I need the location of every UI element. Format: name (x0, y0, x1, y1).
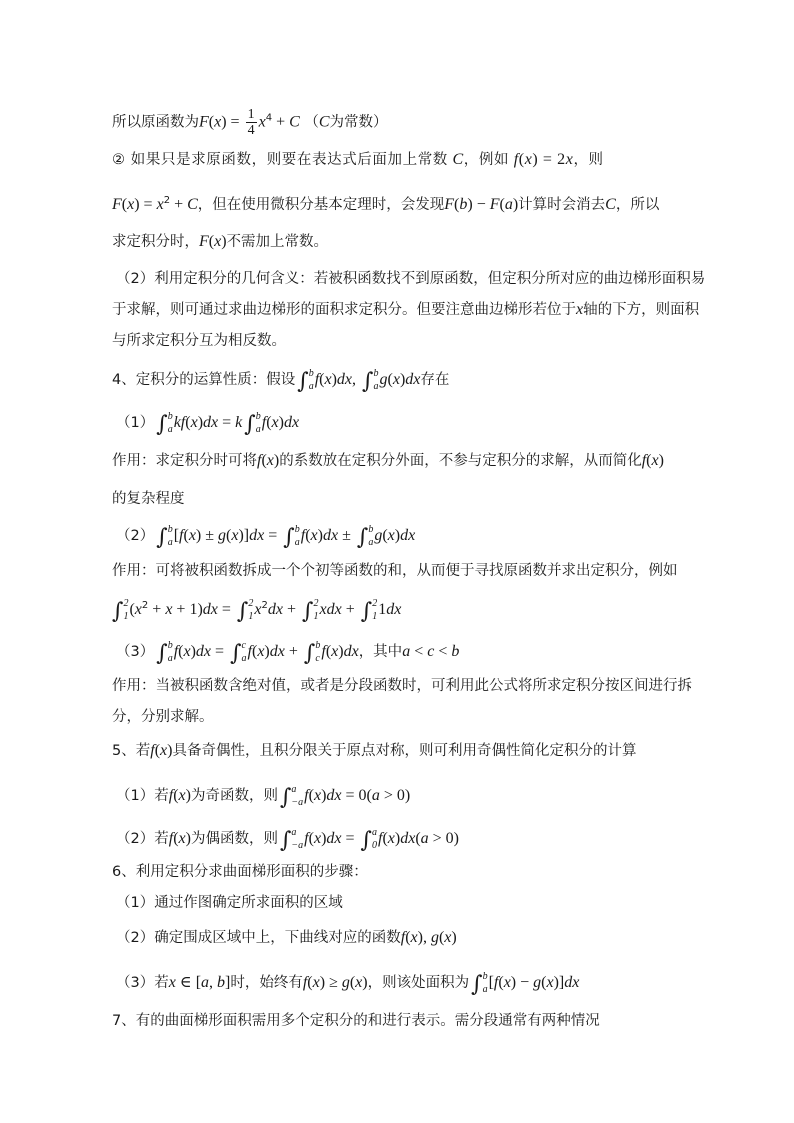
line-property1-purpose: 作用：求定积分时可将f(x)的系数放在定积分外面，不参与定积分的求解，从而简化f(x) (112, 452, 664, 469)
line-geometric-meaning-1: （2）利用定积分的几何含义：若被积函数找不到原函数，但定积分所对应的曲边梯形面积易 (116, 271, 706, 287)
heading-area-steps: 6、利用定积分求曲面梯形面积的步骤： (112, 864, 368, 880)
line-geometric-meaning-3: 与所求定积分互为相反数。 (112, 333, 286, 349)
fraction-one-quarter: $\frac{1}{4}$ (247, 107, 255, 138)
line-fundamental-theorem-note: $F(x) = x^2 + C$，但在使用微积分基本定理时，会发现F(b) − F(a)计算时会消去C，所以 (112, 195, 660, 213)
heading-parity: 5、若f(x)具备奇偶性，且积分限关于原点对称，则可利用奇偶性简化定积分的计算 (112, 742, 637, 759)
property-odd-function: （1）若f(x)为奇函数，则∫ a −a f(x)dx = 0(a > 0) (116, 784, 411, 810)
line-no-constant-needed: 求定积分时，F(x)不需加上常数。 (112, 233, 329, 250)
property-sum-rule: （2）∫ b a [f(x) ± g(x)]dx = ∫ b a f(x)dx ± ∫ b a g(x)dx (116, 524, 416, 550)
line-property3-purpose-end: 分，分别求解。 (112, 709, 214, 725)
line-geometric-meaning-2: 于求解，则可通过求曲边梯形的面积求定积分。但要注意曲边梯形若位于x轴的下方，则面积 (112, 301, 700, 318)
example-polynomial-integral: ∫ 2 1 $(x^2 + x + 1)dx$ = ∫ 2 1 $x^2dx$ + ∫ 2 1 xdx + ∫ 2 1 1dx (112, 597, 402, 624)
property-interval-additivity: （3）∫ b a f(x)dx = ∫ c a f(x)dx + ∫ b c f(x)dx，其中a < c < b (116, 640, 460, 666)
line-property2-purpose: 作用：可将被积函数拆成一个个初等函数的和，从而便于寻找原函数并求出定积分，例如 (112, 563, 678, 579)
line-property1-purpose-end: 的复杂程度 (112, 491, 185, 507)
property-constant-factor: （1）∫ b a kf(x)dx = k∫ b a f(x)dx (116, 411, 300, 437)
step-area-formula: （3）若x ∈ [a, b]时，始终有f(x) ≥ g(x)，则该处面积为∫ b a [f(x) − g(x)]dx (116, 971, 580, 997)
property-even-function: （2）若f(x)为偶函数，则∫ a −a f(x)dx = ∫ a 0 f(x)dx(a > 0) (116, 827, 460, 853)
step-identify-curves: （2）确定围成区域中上，下曲线对应的函数f(x), g(x) (116, 929, 457, 946)
line-antiderivative-result: 所以原函数为F(x) = $\frac{1}{4}$ $x^4 + C$ （C为常数） (112, 107, 388, 138)
heading-piecewise-area: 7、有的曲面梯形面积需用多个定积分的和进行表示。需分段通常有两种情况 (112, 1013, 600, 1029)
line-property3-purpose: 作用：当被积函数含绝对值，或者是分段函数时，可利用此公式将所求定积分按区间进行拆 (112, 678, 692, 694)
line-add-constant-note: ② 如果只是求原函数，则要在表达式后面加上常数 C，例如 f(x) = 2x，则 (112, 151, 604, 168)
heading-operation-properties: 4、定积分的运算性质：假设∫ b a f(x)dx, ∫ b a g(x)dx存在 (112, 368, 450, 394)
step-draw-region: （1）通过作图确定所求面积的区域 (116, 895, 343, 911)
